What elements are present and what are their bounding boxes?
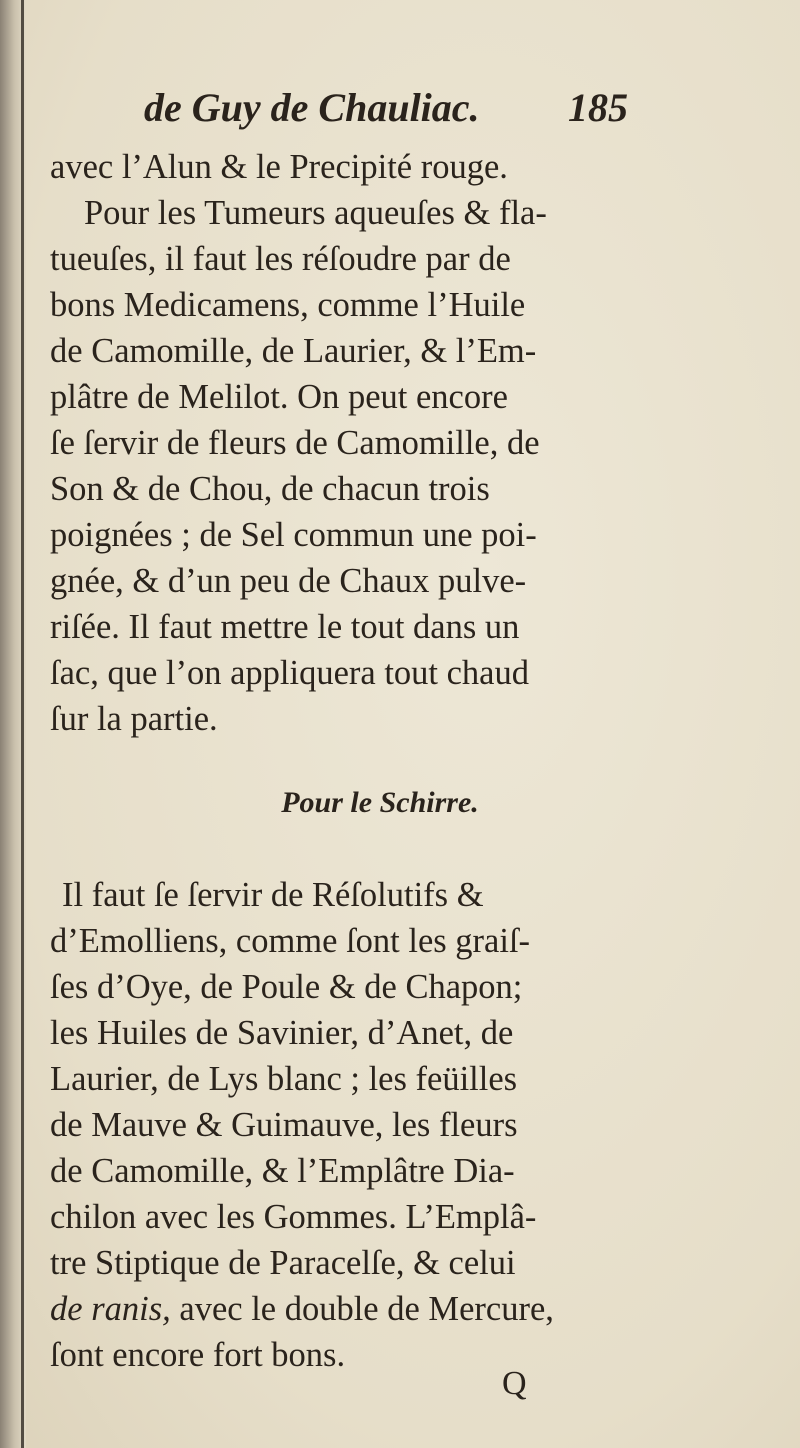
- text-line: ſes d’Oye, de Poule & de Chapon;: [50, 968, 523, 1006]
- page-gutter: [0, 0, 26, 1448]
- text-line: ſe ſervir de fleurs de Camomille, de: [50, 424, 540, 462]
- text-line: de Camomille, & l’Emplâtre Dia-: [50, 1152, 515, 1190]
- text-line: ſur la partie.: [50, 700, 218, 738]
- text-line: Pour les Tumeurs aqueuſes & fla-: [84, 194, 547, 232]
- text-line: bons Medicamens, comme l’Huile: [50, 286, 526, 324]
- text-line: chilon avec les Gommes. L’Emplâ-: [50, 1198, 537, 1236]
- text-line: avec l’Alun & le Precipité rouge.: [50, 148, 508, 186]
- text-line: tre Stiptique de Paracelſe, & celui: [50, 1244, 516, 1282]
- text-line: Son & de Chou, de chacun trois: [50, 470, 490, 508]
- section-heading: Pour le Schirre.: [281, 786, 479, 819]
- paragraph-schirre: [50, 872, 750, 1378]
- page-number: 185: [568, 85, 628, 130]
- text-line: plâtre de Melilot. On peut encore: [50, 378, 508, 416]
- catchword: Q: [502, 1365, 527, 1402]
- italic-phrase: de ranis,: [50, 1290, 171, 1328]
- paragraph-tumeurs: [50, 144, 750, 742]
- text-line: de Camomille, de Laurier, & l’Em-: [50, 332, 537, 370]
- text-line: les Huiles de Savinier, d’Anet, de: [50, 1014, 514, 1052]
- text-line: ſac, que l’on appliquera tout chaud: [50, 654, 529, 692]
- text-line: ſont encore fort bons.: [50, 1336, 346, 1374]
- text-line: gnée, & d’un peu de Chaux pulve-: [50, 562, 527, 600]
- page-header: [50, 84, 750, 144]
- text-line: [50, 1286, 750, 1332]
- text-line: Laurier, de Lys blanc ; les feüilles: [50, 1060, 518, 1098]
- text-line: poignées ; de Sel commun une poi-: [50, 516, 537, 554]
- text-line: de Mauve & Guimauve, les fleurs: [50, 1106, 518, 1144]
- text-line: riſée. Il faut mettre le tout dans un: [50, 608, 520, 646]
- running-title: de Guy de Chauliac.: [144, 85, 480, 130]
- text-line: tueuſes, il faut les réſoudre par de: [50, 240, 511, 278]
- text-line: Il faut ſe ſervir de Réſolutifs &: [62, 876, 484, 914]
- text-line: d’Emolliens, comme ſont les graiſ-: [50, 922, 531, 960]
- line-continuation: avec le double de Mercure,: [170, 1290, 554, 1328]
- book-page: [50, 84, 750, 1378]
